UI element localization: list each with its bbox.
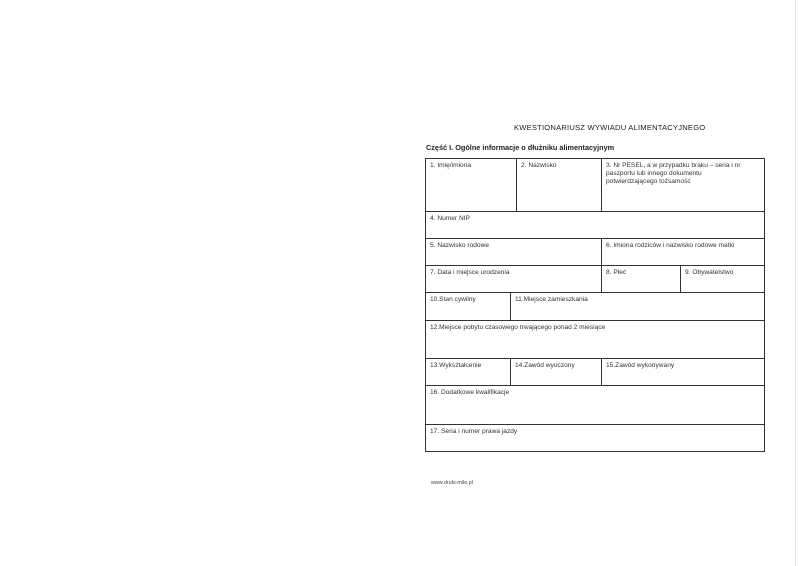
document-title: KWESTIONARIUSZ WYWIADU ALIMENTACYJNEGO [514,123,706,132]
field-additional-qualifications[interactable]: 16. Dodatkowe kwalifikacje [426,386,764,425]
section-title: Część I. Ogólne informacje o dłużniku alimentacyjnym [426,143,615,152]
page-edge [795,0,796,566]
field-sex[interactable]: 8. Płeć [602,266,681,293]
field-learned-profession[interactable]: 14.Zawód wyuczony [511,359,602,386]
field-pesel[interactable]: 3. Nr PESEL, a w przypadku braku – seria i nr paszportu lub innego dokumentu potwierdzającego tożsamość [602,159,764,212]
field-first-names[interactable]: 1. Imię/imiona [426,159,517,212]
field-temporary-stay[interactable]: 12.Miejsce pobytu czasowego trwającego ponad 2 miesiące [426,321,764,359]
field-birth-date-place[interactable]: 7. Data i miejsce urodzenia [426,266,602,293]
field-citizenship[interactable]: 9. Obywatelstwo [681,266,764,293]
field-residence[interactable]: 11.Miejsce zamieszkania [511,293,764,321]
footer-url: www.druki-mile.pl [431,480,473,486]
field-maiden-name[interactable]: 5. Nazwisko rodowe [426,239,602,266]
field-driving-license[interactable]: 17. Seria i numer prawa jazdy [430,428,518,435]
field-marital-status[interactable]: 10.Stan cywilny [426,293,511,321]
field-surname[interactable]: 2. Nazwisko [517,159,602,212]
field-current-profession[interactable]: 15.Zawód wykonywany [602,359,764,386]
field-nip[interactable]: 4. Numer NIP [426,212,764,239]
field-parents-names[interactable]: 6. Imiona rodziców i nazwisko rodowe matki [602,239,764,266]
field-education[interactable]: 13.Wykształcenie [426,359,511,386]
questionnaire-form [425,158,765,452]
